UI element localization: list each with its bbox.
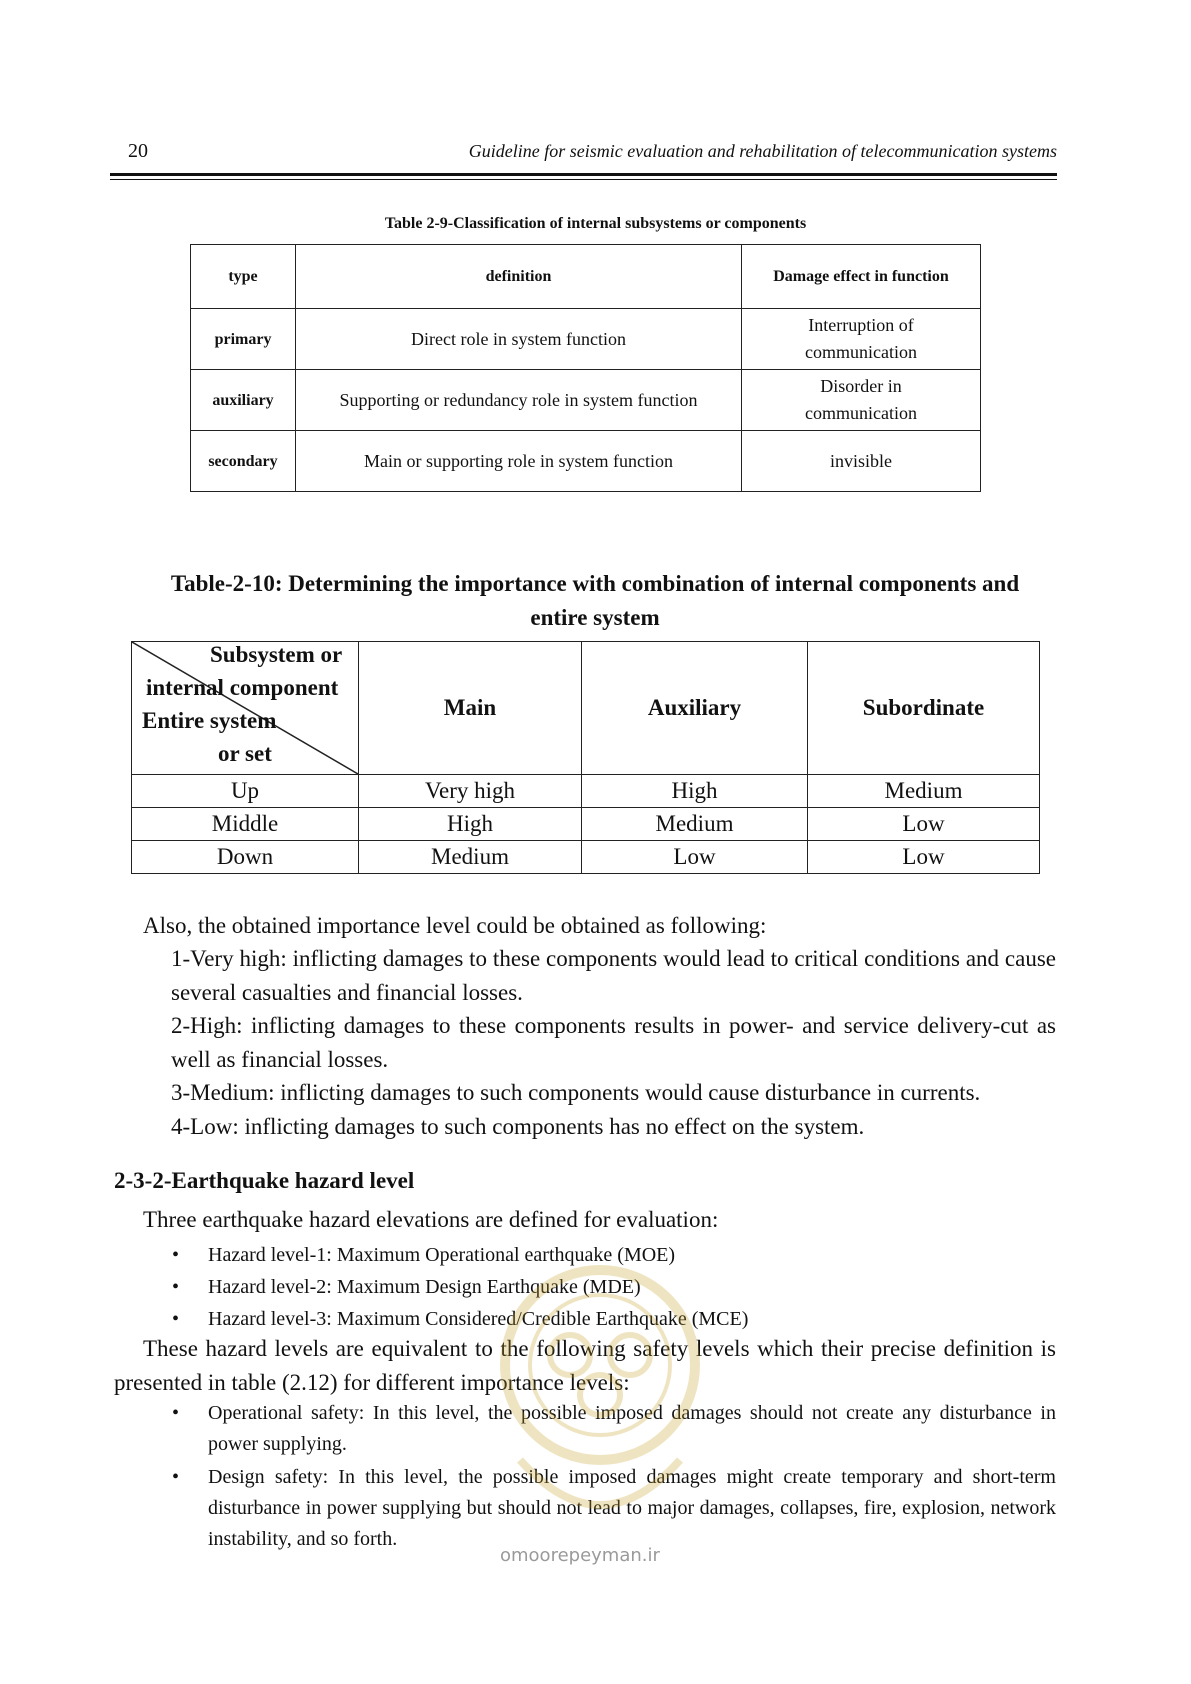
row-label: Up	[132, 775, 359, 808]
cell: Medium	[582, 808, 808, 841]
table-2-9-caption: Table 2-9-Classification of internal subsystems or components	[384, 215, 807, 232]
list-item: 1-Very high: inflicting damages to these components would lead to critical conditions and cause several casualties and financial losses.	[171, 946, 1056, 1005]
column-header-definition: definition	[296, 245, 742, 309]
table-row	[191, 309, 981, 370]
row-effect-line: communication	[805, 403, 917, 423]
watermark-text: omoorepeyman.ir	[500, 1545, 660, 1566]
running-title: Guideline for seismic evaluation and rehabilitation of telecommunication systems	[468, 141, 1057, 161]
safety-intro: These hazard levels are equivalent to the following safety levels which their precise definition is presented in table (2.12) for different importance levels:	[114, 1336, 1056, 1395]
cell: High	[359, 808, 582, 841]
table-row	[132, 808, 1040, 841]
table-row	[132, 841, 1040, 874]
column-header-subordinate: Subordinate	[808, 642, 1040, 775]
safety-level-list	[172, 1398, 1056, 1557]
cell: Very high	[359, 775, 582, 808]
cell: Low	[808, 841, 1040, 874]
caption-line: entire system	[530, 605, 660, 630]
row-effect	[742, 370, 981, 431]
cell: High	[582, 775, 808, 808]
list-item: • Hazard level-3: Maximum Considered/Credible Earthquake (MCE)	[172, 1303, 748, 1335]
row-type: auxiliary	[191, 370, 296, 431]
corner-top-text: internal component	[146, 675, 339, 700]
importance-intro: Also, the obtained importance level could be obtained as following:	[143, 913, 767, 938]
table-row	[191, 431, 981, 492]
row-type: secondary	[191, 431, 296, 492]
list-item: 3-Medium: inflicting damages to such components would cause disturbance in currents.	[171, 1080, 981, 1105]
list-item: 2-High: inflicting damages to these components results in power- and service delivery-cut as well as financial losses.	[171, 1013, 1056, 1072]
corner-bottom-text: Entire system	[142, 708, 277, 733]
hazard-intro: Three earthquake hazard elevations are defined for evaluation:	[143, 1207, 719, 1232]
row-definition: Supporting or redundancy role in system function	[296, 370, 742, 431]
list-item: 4-Low: inflicting damages to such components has no effect on the system.	[171, 1113, 865, 1139]
list-item: • Hazard level-1: Maximum Operational earthquake (MOE)	[172, 1239, 748, 1271]
header-rule-thin	[110, 179, 1057, 180]
cell: Medium	[808, 775, 1040, 808]
row-effect-line: Interruption of	[808, 315, 914, 335]
corner-bottom-text: or set	[218, 741, 272, 766]
row-label: Down	[132, 841, 359, 874]
row-effect	[742, 431, 981, 492]
importance-table	[131, 641, 1040, 874]
list-item: • Design safety: In this level, the possible imposed damages might create temporary and short-term disturbance in power supplying but should not lead to major damages, collapses, fire, explosion, network instability, and so forth.	[172, 1462, 1056, 1555]
row-effect-line: Disorder in	[820, 376, 902, 396]
row-definition: Direct role in system function	[296, 309, 742, 370]
corner-top-text: Subsystem or	[210, 642, 343, 667]
classification-table	[190, 244, 981, 492]
table-row	[132, 775, 1040, 808]
row-effect	[742, 309, 981, 370]
header-rule-thick	[110, 173, 1057, 176]
hazard-level-list	[172, 1239, 748, 1335]
list-item: • Operational safety: In this level, the possible imposed damages should not create any disturbance in power supplying.	[172, 1398, 1056, 1460]
cell: Low	[582, 841, 808, 874]
column-header-damage-effect: Damage effect in function	[742, 245, 981, 309]
section-heading: 2-3-2-Earthquake hazard level	[114, 1168, 415, 1193]
corner-header-cell	[132, 642, 359, 775]
row-definition: Main or supporting role in system function	[296, 431, 742, 492]
row-effect-line: invisible	[830, 450, 892, 471]
cell: Medium	[359, 841, 582, 874]
row-effect-line: communication	[805, 342, 917, 362]
row-label: Middle	[132, 808, 359, 841]
column-header-main: Main	[359, 642, 582, 775]
row-type: primary	[191, 309, 296, 370]
cell: Low	[808, 808, 1040, 841]
page-number: 20	[128, 140, 148, 162]
column-header-auxiliary: Auxiliary	[582, 642, 808, 775]
table-row	[191, 370, 981, 431]
importance-level-list	[171, 942, 1056, 1143]
list-item: • Hazard level-2: Maximum Design Earthquake (MDE)	[172, 1271, 748, 1303]
column-header-type: type	[191, 245, 296, 309]
caption-line: Table-2-10: Determining the importance with combination of internal components and	[170, 571, 1020, 596]
table-2-10-caption	[120, 567, 1070, 635]
